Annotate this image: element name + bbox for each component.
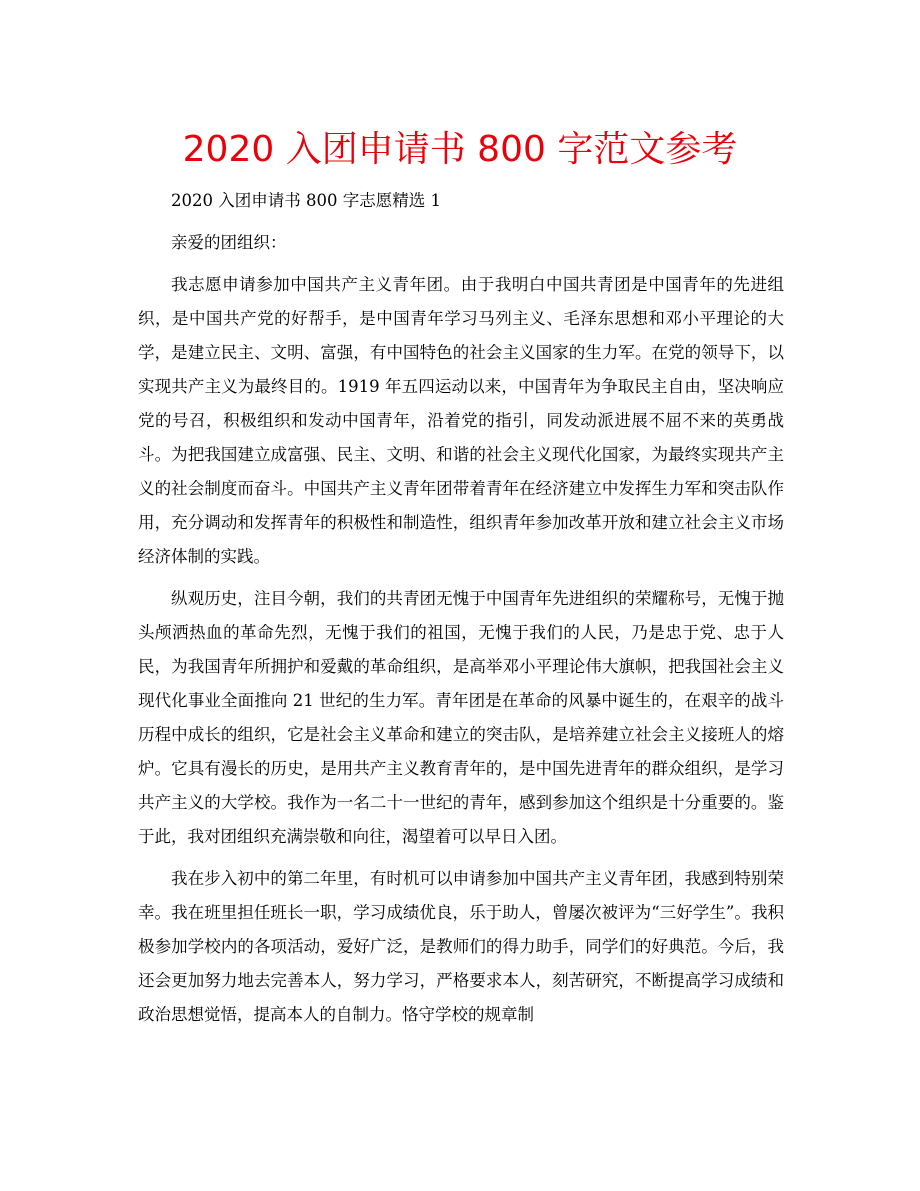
document-title: 2020 入团申请书 800 字范文参考 [182, 129, 738, 170]
salutation-line: 亲爱的团组织： [171, 233, 287, 252]
body-paragraph-2: 纵观历史，注目今朝，我们的共青团无愧于中国青年先进组织的荣耀称号，无愧于抛头颅洒热血的革命先烈，无愧于我们的祖国，无愧于我们的人民，乃是忠于党、忠于人民，为我国青年所拥护和爱戴的革命组织，是高举邓小平理论伟大旗帜，把我国社会主义现代化事业全面推向 21 世纪的生力军。青年团是在革命的风暴中诞生的，在艰辛的战斗历程中成长的组织，它是社会主义革命和建立的突击队，是培养建立社会主义接班人的熔炉。它具有漫长的历史，是用共产主义教育青年的，是中国先进青年的群众组织，是学习共产主义的大学校。我作为一名二十一世纪的青年，感到参加这个组织是十分重要的。鉴于此，我对团组织充满崇敬和向往，渴望着可以早日入团。 [138, 589, 784, 846]
subtitle-line: 2020 入团申请书 800 字志愿精选 1 [171, 191, 441, 210]
body-paragraph-1: 我志愿申请参加中国共产主义青年团。由于我明白中国共青团是中国青年的先进组织，是中国共产党的好帮手，是中国青年学习马列主义、毛泽东思想和邓小平理论的大学，是建立民主、文明、富强，有中国特色的社会主义国家的生力军。在党的领导下，以实现共产主义为最终目的。1919 年五四运动以来，中国青年为争取民主自由，坚决响应党的号召，积极组织和发动中国青年，沿着党的指引，同发动派进展不屈不来的英勇战斗。为把我国建立成富强、民主、文明、和谐的社会主义现代化国家，为最终实现共产主义的社会制度而奋斗。中国共产主义青年团带着青年在经济建立中发挥生力军和突击队作用，充分调动和发挥青年的积极性和制造性，组织青年参加改革开放和建立社会主义市场经济体制的实践。 [138, 275, 784, 566]
body-paragraph-3: 我在步入初中的第二年里，有时机可以申请参加中国共产主义青年团，我感到特别荣幸。我在班里担任班长一职，学习成绩优良，乐于助人，曾屡次被评为“三好学生”。我积极参加学校内的各项活动，爱好广泛，是教师们的得力助手，同学们的好典范。今后，我还会更加努力地去完善本人，努力学习，严格要求本人，刻苦研究，不断提高学习成绩和政治思想觉悟，提高本人的自制力。恪守学校的规章制 [138, 869, 784, 1024]
document-body [138, 184, 784, 1032]
